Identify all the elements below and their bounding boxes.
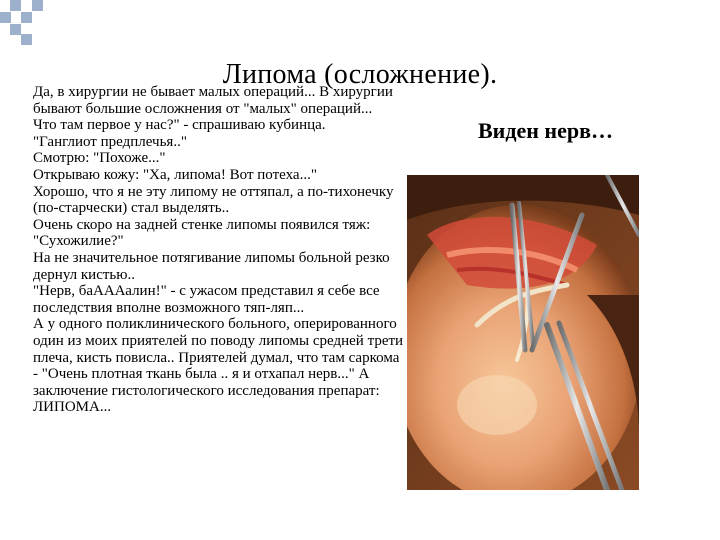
slide-title: Липома (осложнение). — [222, 58, 498, 90]
photo-caption: Виден нерв… — [478, 118, 613, 143]
slide-body-text: Да, в хирургии не бывает малых операций... В хирургии бывают большие осложнения от "малых" операций... Что там первое у нас?" - спрашиваю кубинца. "Ганглиот предплечья.." Смотрю: "Похоже..." Открываю кожу: "Ха, липома! Вот потеха..." Хорошо, что я не эту липому не оттяпал, а по-тихонечку (по-старчески) стал выделять.. Очень скоро на задней стенке липомы появился тяж: "Сухожилие?" На не значительное потягивание липомы больной резко дернул кистью.. "Нерв, баАААалин!" - с ужасом представил я себе все последствия вполне возможного тяп-ляп... А у одного поликлинического больного, оперированного один из моих приятелей по поводу липомы средней трети плеча, кисть повисла.. Приятелей думал, что там саркома - "Очень плотная ткань была .. я и отхапал нерв..." А заключение гистологического исследования препарат: ЛИПОМА... — [33, 84, 404, 416]
surgery-photo-illustration — [407, 175, 639, 490]
decorative-squares — [0, 0, 60, 50]
surgery-photo — [407, 175, 639, 490]
